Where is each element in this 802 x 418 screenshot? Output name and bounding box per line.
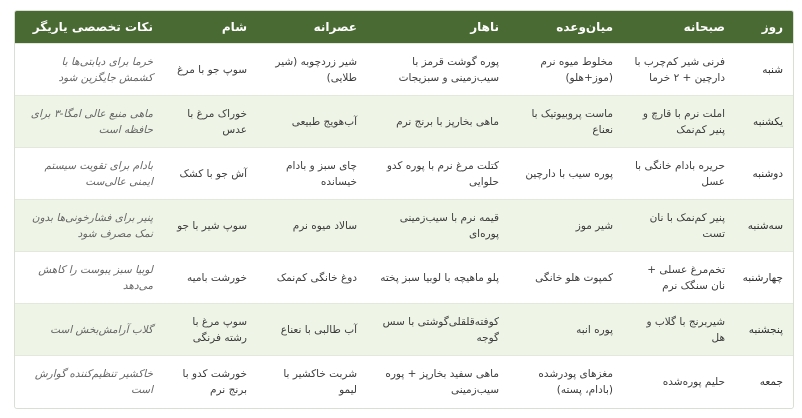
cell-afternoon-snack: چای سبز و بادام خیسانده (257, 148, 367, 200)
table-row (15, 304, 793, 356)
cell-tip: خاکشیر تنظیم‌کننده گوارش است (15, 356, 163, 408)
cell-day: پنجشنبه (735, 304, 793, 356)
cell-tip: بادام برای تقویت سیستم ایمنی عالی‌ست (15, 148, 163, 200)
header-tips: نکات تخصصی یاریگر (15, 11, 163, 44)
cell-dinner: خورشت کدو با برنج نرم (163, 356, 257, 408)
cell-snack: پوره انبه (509, 304, 623, 356)
cell-tip: خرما برای دیابتی‌ها با کشمش جایگزین شود (15, 44, 163, 96)
table-row (15, 252, 793, 304)
cell-afternoon-snack: شربت خاکشیر با لیمو (257, 356, 367, 408)
cell-snack: مخلوط میوه نرم (موز+هلو) (509, 44, 623, 96)
table-row (15, 200, 793, 252)
cell-breakfast: املت نرم با قارچ و پنیر کم‌نمک (623, 96, 735, 148)
cell-lunch: قیمه نرم با سیب‌زمینی پوره‌ای (367, 200, 509, 252)
cell-afternoon-snack: دوغ خانگی کم‌نمک (257, 252, 367, 304)
header-breakfast: صبحانه (623, 11, 735, 44)
cell-lunch: پلو ماهیچه با لوبیا سبز پخته (367, 252, 509, 304)
cell-afternoon-snack: سالاد میوه نرم (257, 200, 367, 252)
cell-dinner: خوراک مرغ با عدس (163, 96, 257, 148)
table-row (15, 44, 793, 96)
cell-snack: مغزهای پودرشده (بادام، پسته) (509, 356, 623, 408)
table-row (15, 96, 793, 148)
cell-lunch: ماهی سفید بخارپز + پوره سیب‌زمینی (367, 356, 509, 408)
cell-snack: شیر موز (509, 200, 623, 252)
cell-dinner: سوپ مرغ با رشته فرنگی (163, 304, 257, 356)
cell-snack: ماست پروبیوتیک با نعناع (509, 96, 623, 148)
cell-tip: پنیر برای فشارخونی‌ها بدون نمک مصرف شود (15, 200, 163, 252)
cell-afternoon-snack: آب طالبی با نعناع (257, 304, 367, 356)
meal-plan-table (15, 11, 793, 407)
header-afternoon-snack: عصرانه (257, 11, 367, 44)
cell-breakfast: پنیر کم‌نمک با نان تست (623, 200, 735, 252)
cell-tip: ماهی منبع عالی امگا-۳ برای حافظه است (15, 96, 163, 148)
cell-dinner: سوپ شیر با جو (163, 200, 257, 252)
cell-lunch: کوفته‌قلقلی‌گوشتی با سس گوجه (367, 304, 509, 356)
cell-afternoon-snack: شیر زردچوبه (شیر طلایی) (257, 44, 367, 96)
cell-day: سه‌شنبه (735, 200, 793, 252)
cell-afternoon-snack: آب‌هویج طبیعی (257, 96, 367, 148)
cell-breakfast: حریره بادام خانگی با عسل (623, 148, 735, 200)
cell-lunch: کتلت مرغ نرم با پوره کدو حلوایی (367, 148, 509, 200)
cell-breakfast: شیربرنج با گلاب و هل (623, 304, 735, 356)
header-dinner: شام (163, 11, 257, 44)
table-row (15, 356, 793, 408)
header-lunch: ناهار (367, 11, 509, 44)
cell-breakfast: تخم‌مرغ عسلی + نان سنگک نرم (623, 252, 735, 304)
cell-lunch: پوره گوشت قرمز با سیب‌زمینی و سبزیجات (367, 44, 509, 96)
cell-dinner: خورشت بامیه (163, 252, 257, 304)
cell-dinner: آش جو با کشک (163, 148, 257, 200)
cell-tip: لوبیا سبز یبوست را کاهش می‌دهد (15, 252, 163, 304)
cell-snack: کمپوت هلو خانگی (509, 252, 623, 304)
cell-day: یکشنبه (735, 96, 793, 148)
cell-snack: پوره سیب با دارچین (509, 148, 623, 200)
cell-tip: گلاب آرامش‌بخش است (15, 304, 163, 356)
cell-breakfast: فرنی شیر کم‌چرب با دارچین + ۲ خرما (623, 44, 735, 96)
cell-day: چهارشنبه (735, 252, 793, 304)
header-day: روز (735, 11, 793, 44)
cell-day: شنبه (735, 44, 793, 96)
table-row (15, 148, 793, 200)
cell-breakfast: حلیم پوره‌شده (623, 356, 735, 408)
cell-lunch: ماهی بخارپز با برنج نرم (367, 96, 509, 148)
cell-dinner: سوپ جو با مرغ (163, 44, 257, 96)
header-snack: میان‌وعده (509, 11, 623, 44)
cell-day: جمعه (735, 356, 793, 408)
table-header-row (15, 11, 793, 44)
cell-day: دوشنبه (735, 148, 793, 200)
meal-plan-table-container (14, 10, 794, 409)
